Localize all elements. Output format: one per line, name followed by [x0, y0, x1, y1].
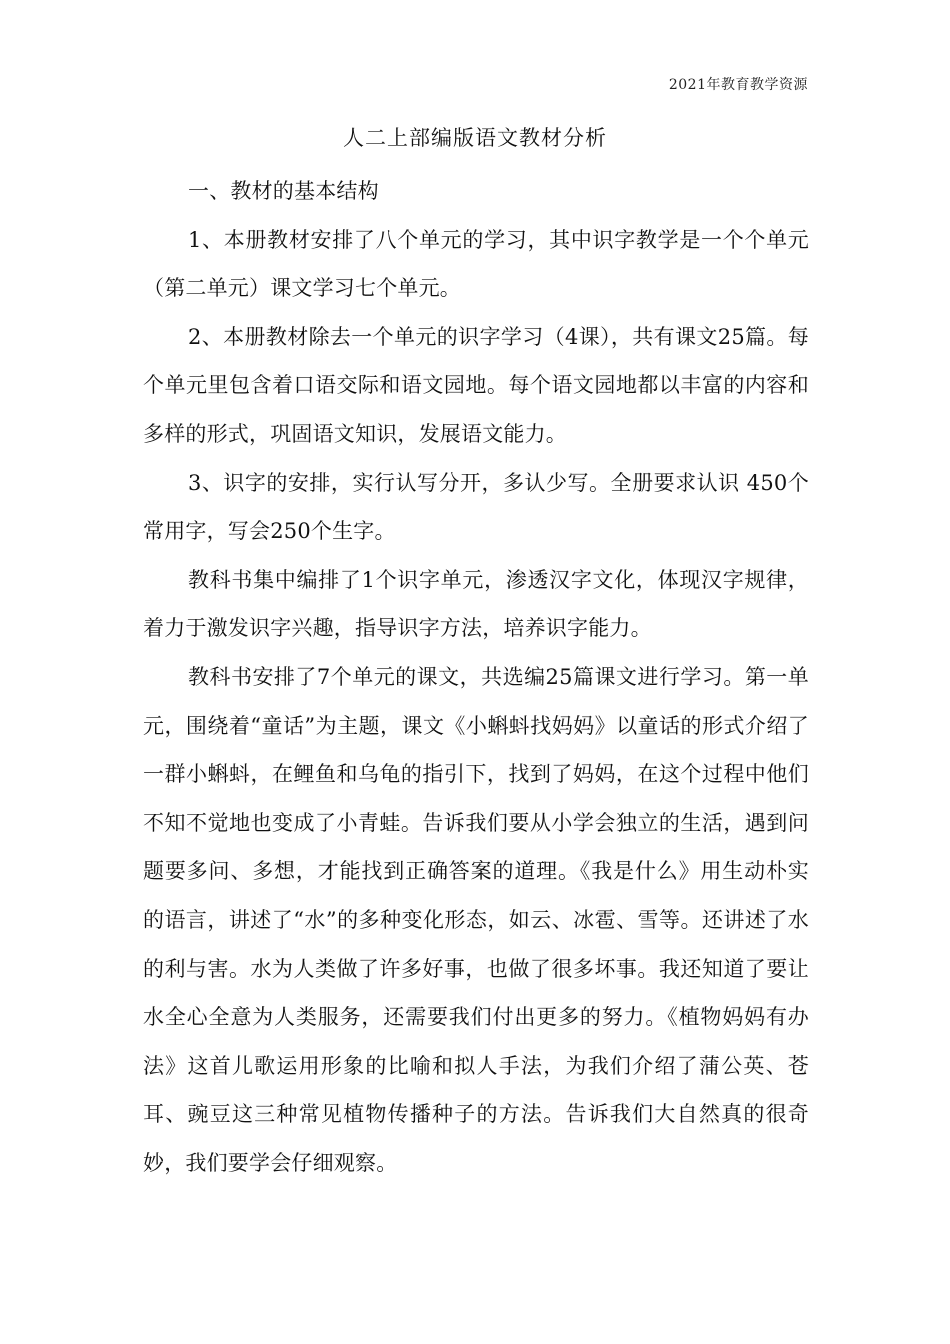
paragraph-literacy-unit: 教科书集中编排了1个识字单元，渗透汉字文化，体现汉字规律，着力于激发识字兴趣，指导识字方法，培养识字能力。 [143, 567, 809, 641]
section-heading: 一、教材的基本结构 [188, 179, 379, 203]
document-title: 人二上部编版语文教材分析 [343, 126, 607, 150]
paragraph-lessons: 2、本册教材除去一个单元的识字学习（4课），共有课文25篇。每个单元里包含着口语交际和语文园地。每个语文园地都以丰富的内容和多样的形式，巩固语文知识，发展语文能力。 [143, 324, 809, 446]
document-body [143, 167, 809, 1187]
paragraph-text-units: 教科书安排了7个单元的课文，共选编25篇课文进行学习。第一单元，围绕着“童话”为主题，课文《小蝌蚪找妈妈》以童话的形式介绍了一群小蝌蚪，在鲤鱼和乌龟的指引下，找到了妈妈，在这个过程中他们不知不觉地也变成了小青蛙。告诉我们要从小学会独立的生活，遇到问题要多问、多想，才能找到正确答案的道理。《我是什么》用生动朴实的语言，讲述了“水”的多种变化形态，如云、冰雹、雪等。还讲述了水的利与害。水为人类做了许多好事，也做了很多坏事。我还知道了要让水全心全意为人类服务，还需要我们付出更多的努力。《植物妈妈有办法》这首儿歌运用形象的比喻和拟人手法，为我们介绍了蒲公英、苍耳、豌豆这三种常见植物传播种子的方法。告诉我们大自然真的很奇妙，我们要学会仔细观察。 [143, 664, 809, 1175]
paragraph-units: 1、本册教材安排了八个单元的学习，其中识字教学是一个个单元（第二单元）课文学习七个单元。 [143, 227, 809, 301]
header-note: 2021年教育教学资源 [668, 77, 808, 93]
paragraph-literacy: 3、识字的安排，实行认写分开，多认少写。全册要求认识 450个常用字，写会250个生字。 [143, 470, 809, 544]
